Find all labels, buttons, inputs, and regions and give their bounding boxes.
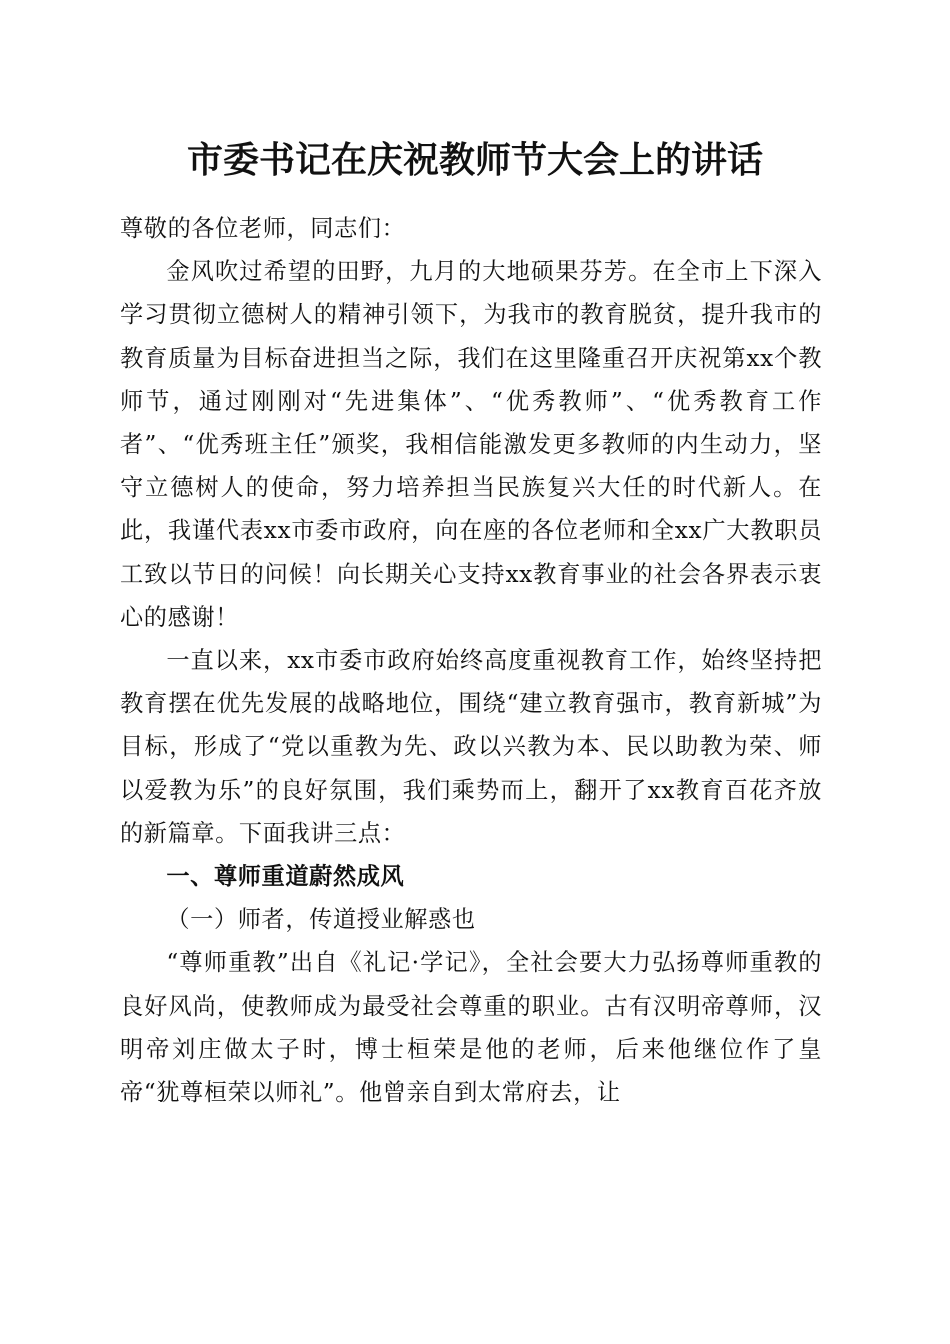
document-title: 市委书记在庆祝教师节大会上的讲话 <box>186 139 763 181</box>
paragraph-respect-teachers: “尊师重教”出自《礼记·学记》，全社会要大力弘扬尊师重教的良好风尚，使教师成为最受社会尊重的职业。古有汉明帝尊师，汉明帝刘庄做太子时，博士桓荣是他的老师，后来他继位作了皇帝“犹尊桓荣以师礼”。他曾亲自到太常府去，让 <box>120 949 822 1107</box>
paragraph-opening: 金风吹过希望的田野，九月的大地硕果芬芳。在全市上下深入学习贯彻立德树人的精神引领下，为我市的教育脱贫，提升我市的教育质量为目标奋进担当之际，我们在这里隆重召开庆祝第xx个教师节，通过刚刚对“先进集体”、“优秀教师”、“优秀教育工作者”、“优秀班主任”颁奖，我相信能激发更多教师的内生动力，坚守立德树人的使命，努力培养担当民族复兴大任的时代新人。在此，我谨代表xx市委市政府，向在座的各位老师和全xx广大教职员工致以节日的问候！向长期关心支持xx教育事业的社会各界表示衷心的感谢！ <box>120 258 822 631</box>
paragraph-overview: 一直以来，xx市委市政府始终高度重视教育工作，始终坚持把教育摆在优先发展的战略地位，围绕“建立教育强市，教育新城”为目标，形成了“党以重教为先、政以兴教为本、民以助教为荣、师以爱教为乐”的良好氛围，我们乘势而上，翻开了xx教育百花齐放的新篇章。下面我讲三点： <box>120 647 822 847</box>
document-body <box>120 207 822 1114</box>
subsection-heading-1-1: （一）师者，传道授业解惑也 <box>166 906 476 934</box>
salutation: 尊敬的各位老师，同志们： <box>120 215 406 242</box>
section-heading-1: 一、尊师重道蔚然成风 <box>166 863 405 891</box>
